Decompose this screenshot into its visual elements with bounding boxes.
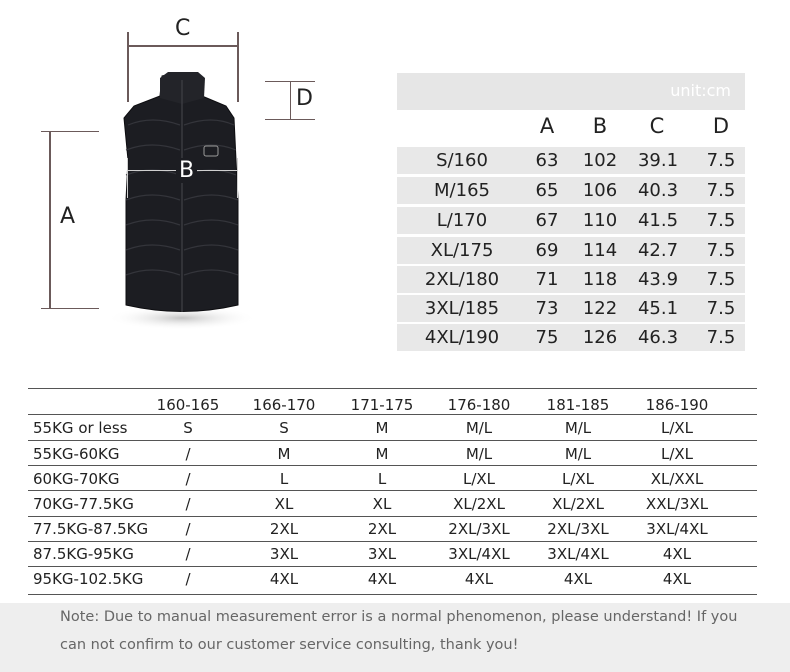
size-cell-a: 67 [535,210,559,231]
fit-cell: 4XL [367,570,397,588]
fit-cell: 4XL [563,570,593,588]
size-cell-c: 39.1 [637,150,679,171]
fit-cell: S [183,419,193,437]
fit-cell: XL [274,495,294,513]
fit-cell: M [277,445,291,463]
measure-b-label: B [176,158,197,183]
fit-cell: 4XL [464,570,494,588]
fit-cell: XXL/3XL [645,495,709,513]
size-header-a: A [539,114,555,138]
height-header: 166-170 [252,396,316,414]
size-row [397,266,745,293]
fit-cell: L [279,470,289,488]
size-cell-b: 102 [582,150,618,171]
size-row [397,177,745,204]
row-divider [28,516,757,517]
fit-cell: 3XL/4XL [448,545,510,563]
size-row [397,237,745,264]
size-cell-b: 110 [582,210,618,231]
size-cell-a: 73 [535,298,559,319]
fit-cell: 3XL/4XL [547,545,609,563]
fit-cell: 4XL [662,545,692,563]
row-divider [28,388,757,389]
size-cell-b: 122 [582,298,618,319]
size-row [397,295,745,322]
size-cell-size: 3XL/185 [424,298,500,319]
note-text: Note: Due to manual measurement error is a normal phenomenon, please understand! If you can not confirm to our customer service consulting, thank you! [60,609,738,653]
row-divider [28,541,757,542]
fit-cell: / [185,445,191,463]
size-cell-a: 71 [535,269,559,290]
size-row [397,147,745,174]
size-cell-b: 114 [582,240,618,261]
fit-cell: M/L [564,445,592,463]
size-cell-d: 7.5 [706,210,736,231]
fit-cell: M [375,419,389,437]
fit-cell: XL/XXL [650,470,704,488]
vest-diagram [0,0,380,370]
fit-cell: L/XL [561,470,595,488]
weight-label: 60KG-70KG [33,470,120,488]
fit-cell: / [185,470,191,488]
fit-cell: 3XL/4XL [646,520,708,538]
size-cell-c: 41.5 [637,210,679,231]
vest-illustration [0,0,380,370]
size-cell-d: 7.5 [706,240,736,261]
measure-d-label: D [296,86,313,111]
weight-label: 55KG or less [33,419,128,437]
fit-cell: M/L [564,419,592,437]
height-header: 181-185 [546,396,610,414]
fit-chart [28,388,757,595]
size-row [397,324,745,351]
measure-c-label: C [175,16,191,41]
height-header: 186-190 [645,396,709,414]
unit-label: unit:cm [670,81,731,100]
size-cell-b: 106 [582,180,618,201]
fit-cell: M/L [465,419,493,437]
size-cell-d: 7.5 [706,269,736,290]
fit-cell: S [279,419,289,437]
size-cell-size: 2XL/180 [424,269,500,290]
fit-cell: 4XL [269,570,299,588]
height-header: 176-180 [447,396,511,414]
row-divider [28,566,757,567]
fit-cell: M [375,445,389,463]
size-cell-d: 7.5 [706,298,736,319]
fit-cell: 3XL [367,545,397,563]
fit-cell: 3XL [269,545,299,563]
fit-cell: 4XL [662,570,692,588]
weight-label: 77.5KG-87.5KG [33,520,149,538]
height-header: 171-175 [350,396,414,414]
size-cell-size: L/170 [436,210,488,231]
size-cell-c: 45.1 [637,298,679,319]
row-divider [28,465,757,466]
fit-cell: L/XL [462,470,496,488]
size-cell-c: 43.9 [637,269,679,290]
fit-cell: XL/2XL [453,495,505,513]
size-cell-c: 42.7 [637,240,679,261]
fit-cell: L/XL [660,419,694,437]
size-cell-size: 4XL/190 [424,327,500,348]
size-cell-d: 7.5 [706,327,736,348]
row-divider [28,490,757,491]
size-cell-a: 63 [535,150,559,171]
weight-label: 95KG-102.5KG [33,570,144,588]
size-cell-c: 40.3 [637,180,679,201]
size-cell-a: 65 [535,180,559,201]
fit-cell: / [185,570,191,588]
size-cell-size: XL/175 [430,240,494,261]
size-cell-size: S/160 [436,150,488,171]
size-cell-d: 7.5 [706,150,736,171]
size-header-b: B [592,114,608,138]
fit-cell: L [377,470,387,488]
fit-cell: 2XL/3XL [547,520,609,538]
fit-cell: 2XL [269,520,299,538]
fit-cell: XL [372,495,392,513]
size-cell-a: 69 [535,240,559,261]
unit-bar [397,73,745,110]
fit-cell: / [185,495,191,513]
fit-cell: 2XL/3XL [448,520,510,538]
weight-label: 87.5KG-95KG [33,545,134,563]
fit-cell: XL/2XL [552,495,604,513]
measure-a-label: A [60,204,76,229]
size-cell-size: M/165 [434,180,490,201]
row-divider [28,594,757,595]
fit-cell: / [185,545,191,563]
row-divider [28,414,757,415]
fit-cell: L/XL [660,445,694,463]
size-header-c: C [649,114,665,138]
size-cell-d: 7.5 [706,180,736,201]
size-cell-b: 126 [582,327,618,348]
size-cell-b: 118 [582,269,618,290]
height-header: 160-165 [156,396,220,414]
weight-label: 55KG-60KG [33,445,120,463]
fit-cell: 2XL [367,520,397,538]
row-divider [28,440,757,441]
size-cell-a: 75 [535,327,559,348]
weight-label: 70KG-77.5KG [33,495,134,513]
size-cell-c: 46.3 [637,327,679,348]
size-row [397,207,745,234]
fit-cell: M/L [465,445,493,463]
fit-cell: / [185,520,191,538]
size-header-d: D [712,114,730,138]
